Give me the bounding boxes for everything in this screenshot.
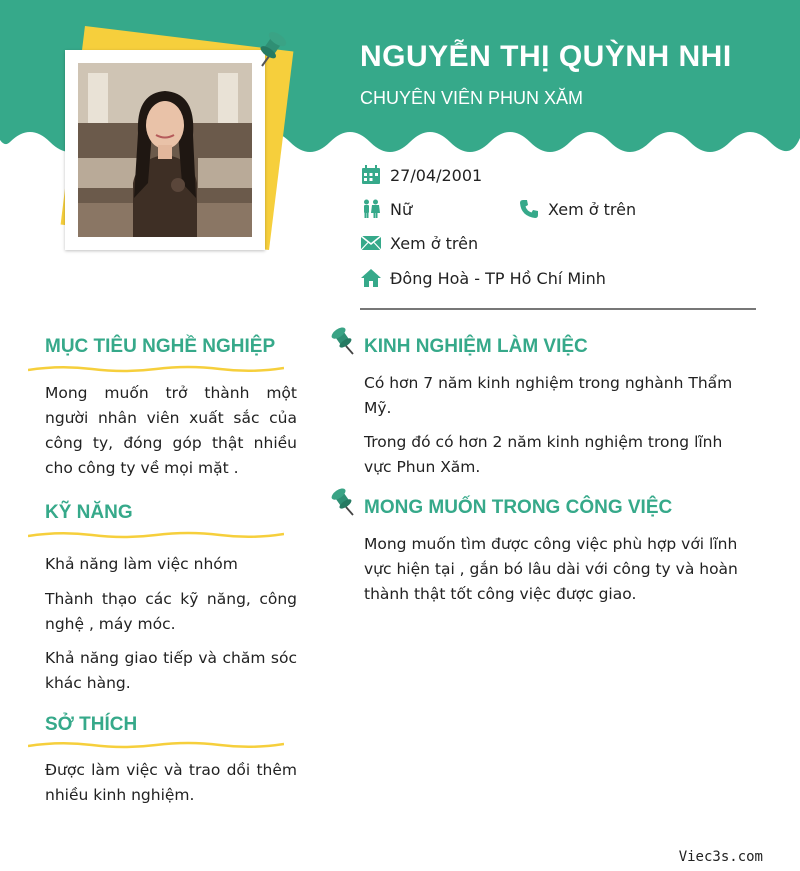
gender-icon <box>360 198 382 220</box>
footer-brand: Viec3s.com <box>678 849 763 865</box>
contact-divider <box>360 308 756 310</box>
birthday-row <box>360 164 482 186</box>
email-value: Xem ở trên <box>390 233 479 253</box>
objective-text: Mong muốn trở thành một người nhân viên xuất sắc của công ty, đóng góp thật nhiều cho công ty về mọi mặt . <box>45 384 297 477</box>
candidate-name: NGUYỄN THỊ QUỲNH NHI <box>360 40 732 73</box>
gender-row <box>360 198 412 220</box>
contact-info <box>360 162 760 292</box>
email-row <box>360 232 478 254</box>
pushpin-icon <box>328 326 356 360</box>
skills-title: KỸ NĂNG <box>45 502 133 523</box>
phone-icon <box>518 198 540 220</box>
profile-photo-card <box>40 28 300 278</box>
skill-item: Khả năng giao tiếp và chăm sóc khác hàng. <box>45 649 297 692</box>
address-row <box>360 267 606 289</box>
job-title: CHUYÊN VIÊN PHUN XĂM <box>360 88 584 108</box>
skills-underline <box>28 530 284 540</box>
experience-item: Trong đó có hơn 2 năm kinh nghiệm trong lĩnh vực Phun Xăm. <box>364 433 723 476</box>
home-icon <box>360 267 382 289</box>
objective-title: MỤC TIÊU NGHỀ NGHIỆP <box>45 336 276 357</box>
hobbies-underline <box>28 740 284 750</box>
phone-value: Xem ở trên <box>548 199 637 219</box>
wishes-text: Mong muốn tìm được công việc phù hợp với lĩnh vực hiện tại , gắn bó lâu dài với công ty và hoàn thành thật tốt công việc được giao. <box>364 535 738 603</box>
birthday-value: 27/04/2001 <box>390 165 483 185</box>
hobbies-title: SỞ THÍCH <box>45 714 138 735</box>
photo-frame <box>65 50 265 250</box>
calendar-icon <box>360 164 382 186</box>
gender-value: Nữ <box>390 199 413 219</box>
pushpin-icon <box>252 26 292 76</box>
phone-row <box>518 198 636 220</box>
hobbies-text: Được làm việc và trao dồi thêm nhiều kinh nghiệm. <box>45 761 297 804</box>
objective-underline <box>28 364 284 374</box>
wishes-title: MONG MUỐN TRONG CÔNG VIỆC <box>364 497 673 518</box>
email-icon <box>360 232 382 254</box>
avatar <box>78 63 252 237</box>
skill-item: Thành thạo các kỹ năng, công nghệ , máy móc. <box>45 590 297 633</box>
address-value: Đông Hoà - TP Hồ Chí Minh <box>390 268 606 288</box>
experience-title: KINH NGHIỆM LÀM VIỆC <box>364 336 588 357</box>
skill-item: Khả năng làm việc nhóm <box>45 555 238 573</box>
experience-item: Có hơn 7 năm kinh nghiệm trong nghành Thẩm Mỹ. <box>364 374 733 417</box>
pushpin-icon <box>328 487 356 521</box>
